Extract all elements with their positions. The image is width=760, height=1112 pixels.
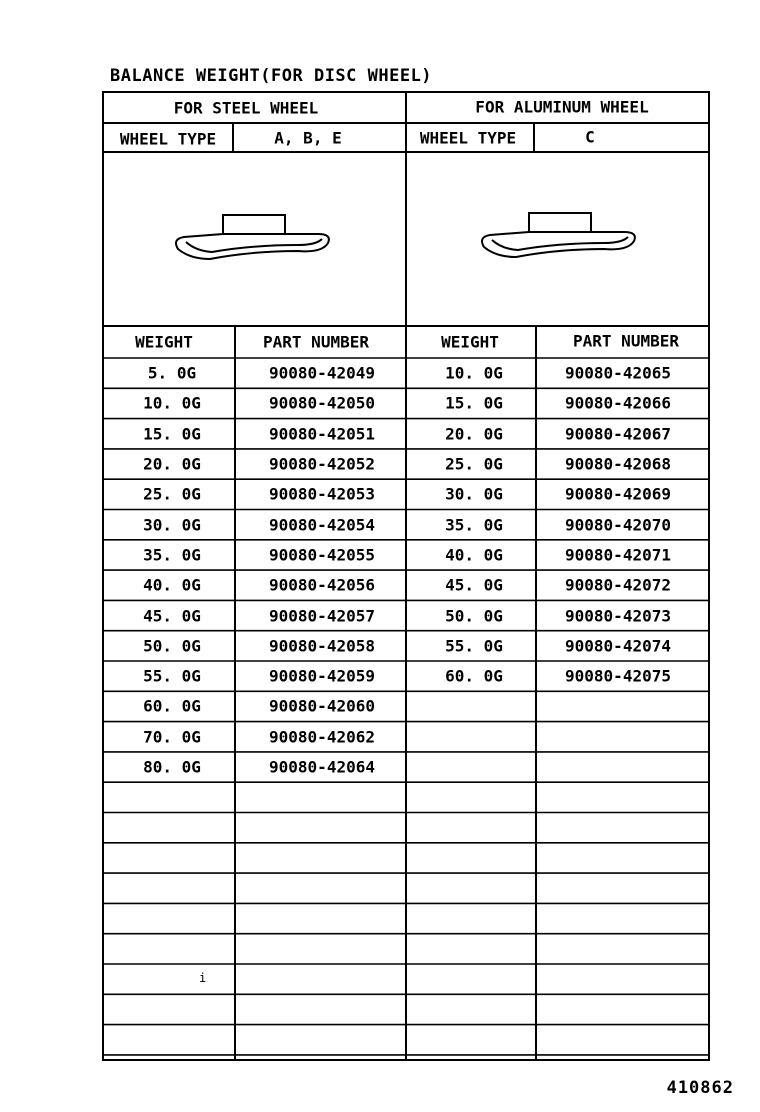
steel-weight-drawing bbox=[176, 215, 329, 259]
aluminum-weight-drawing bbox=[482, 213, 635, 257]
steel-row-weight: 60. 0G bbox=[143, 696, 201, 716]
steel-row-weight: 45. 0G bbox=[143, 606, 201, 626]
steel-row-weight: 10. 0G bbox=[143, 393, 201, 413]
aluminum-row-weight: 50. 0G bbox=[445, 606, 503, 626]
balance-weight-table bbox=[102, 91, 710, 1061]
aluminum-row-part-number: 90080-42066 bbox=[565, 393, 671, 413]
steel-row-weight: 80. 0G bbox=[143, 757, 201, 777]
steel-row-part-number: 90080-42064 bbox=[269, 757, 375, 777]
aluminum-row-weight: 45. 0G bbox=[445, 575, 503, 595]
steel-row-weight: 55. 0G bbox=[143, 666, 201, 686]
aluminum-row-weight: 25. 0G bbox=[445, 454, 503, 474]
aluminum-row-part-number: 90080-42067 bbox=[565, 424, 671, 444]
steel-row-part-number: 90080-42052 bbox=[269, 454, 375, 474]
aluminum-col-part-number: PART NUMBER bbox=[573, 331, 679, 351]
steel-row-weight: 50. 0G bbox=[143, 636, 201, 656]
steel-row-weight: 20. 0G bbox=[143, 454, 201, 474]
steel-row-part-number: 90080-42054 bbox=[269, 515, 375, 535]
steel-row-part-number: 90080-42060 bbox=[269, 696, 375, 716]
aluminum-row-part-number: 90080-42071 bbox=[565, 545, 671, 565]
steel-row-weight: 5. 0G bbox=[147, 363, 197, 383]
steel-row-part-number: 90080-42057 bbox=[269, 606, 375, 626]
aluminum-wheel-header: FOR ALUMINUM WHEEL bbox=[475, 97, 649, 117]
steel-wheel-header: FOR STEEL WHEEL bbox=[173, 98, 319, 118]
steel-row-part-number: 90080-42056 bbox=[269, 575, 375, 595]
steel-col-weight: WEIGHT bbox=[135, 332, 193, 352]
figure-id: 410862 bbox=[666, 1078, 734, 1098]
steel-col-part-number: PART NUMBER bbox=[263, 332, 369, 352]
steel-row-weight: 35. 0G bbox=[143, 545, 201, 565]
steel-wheel-type-value: A, B, E bbox=[274, 128, 342, 148]
aluminum-col-weight: WEIGHT bbox=[441, 332, 499, 352]
aluminum-row-weight: 20. 0G bbox=[445, 424, 503, 444]
aluminum-row-part-number: 90080-42068 bbox=[565, 454, 671, 474]
steel-row-weight: 70. 0G bbox=[143, 727, 201, 747]
steel-wheel-type-label: WHEEL TYPE bbox=[119, 129, 217, 149]
steel-row-part-number: 90080-42050 bbox=[269, 393, 375, 413]
aluminum-wheel-type-value: C bbox=[585, 127, 595, 147]
aluminum-row-part-number: 90080-42075 bbox=[565, 666, 671, 686]
steel-row-part-number: 90080-42058 bbox=[269, 636, 375, 656]
steel-row-part-number: 90080-42051 bbox=[269, 424, 375, 444]
aluminum-row-weight: 60. 0G bbox=[445, 666, 503, 686]
aluminum-row-part-number: 90080-42065 bbox=[565, 363, 671, 383]
aluminum-wheel-type-label: WHEEL TYPE bbox=[419, 128, 517, 148]
steel-row-part-number: 90080-42053 bbox=[269, 484, 375, 504]
steel-row-part-number: 90080-42059 bbox=[269, 666, 375, 686]
stray-mark: i bbox=[199, 971, 207, 985]
aluminum-row-weight: 35. 0G bbox=[445, 515, 503, 535]
aluminum-row-weight: 10. 0G bbox=[445, 363, 503, 383]
steel-row-part-number: 90080-42062 bbox=[269, 727, 375, 747]
aluminum-row-weight: 15. 0G bbox=[445, 393, 503, 413]
aluminum-row-part-number: 90080-42073 bbox=[565, 606, 671, 626]
aluminum-row-part-number: 90080-42070 bbox=[565, 515, 671, 535]
steel-row-weight: 30. 0G bbox=[143, 515, 201, 535]
page-title: BALANCE WEIGHT(FOR DISC WHEEL) bbox=[110, 66, 433, 86]
aluminum-row-weight: 55. 0G bbox=[445, 636, 503, 656]
steel-row-weight: 40. 0G bbox=[143, 575, 201, 595]
steel-row-part-number: 90080-42049 bbox=[269, 363, 375, 383]
aluminum-row-part-number: 90080-42072 bbox=[565, 575, 671, 595]
steel-row-weight: 25. 0G bbox=[143, 484, 201, 504]
aluminum-row-weight: 40. 0G bbox=[445, 545, 503, 565]
aluminum-row-weight: 30. 0G bbox=[445, 484, 503, 504]
aluminum-row-part-number: 90080-42074 bbox=[565, 636, 671, 656]
steel-row-weight: 15. 0G bbox=[143, 424, 201, 444]
aluminum-row-part-number: 90080-42069 bbox=[565, 484, 671, 504]
steel-row-part-number: 90080-42055 bbox=[269, 545, 375, 565]
